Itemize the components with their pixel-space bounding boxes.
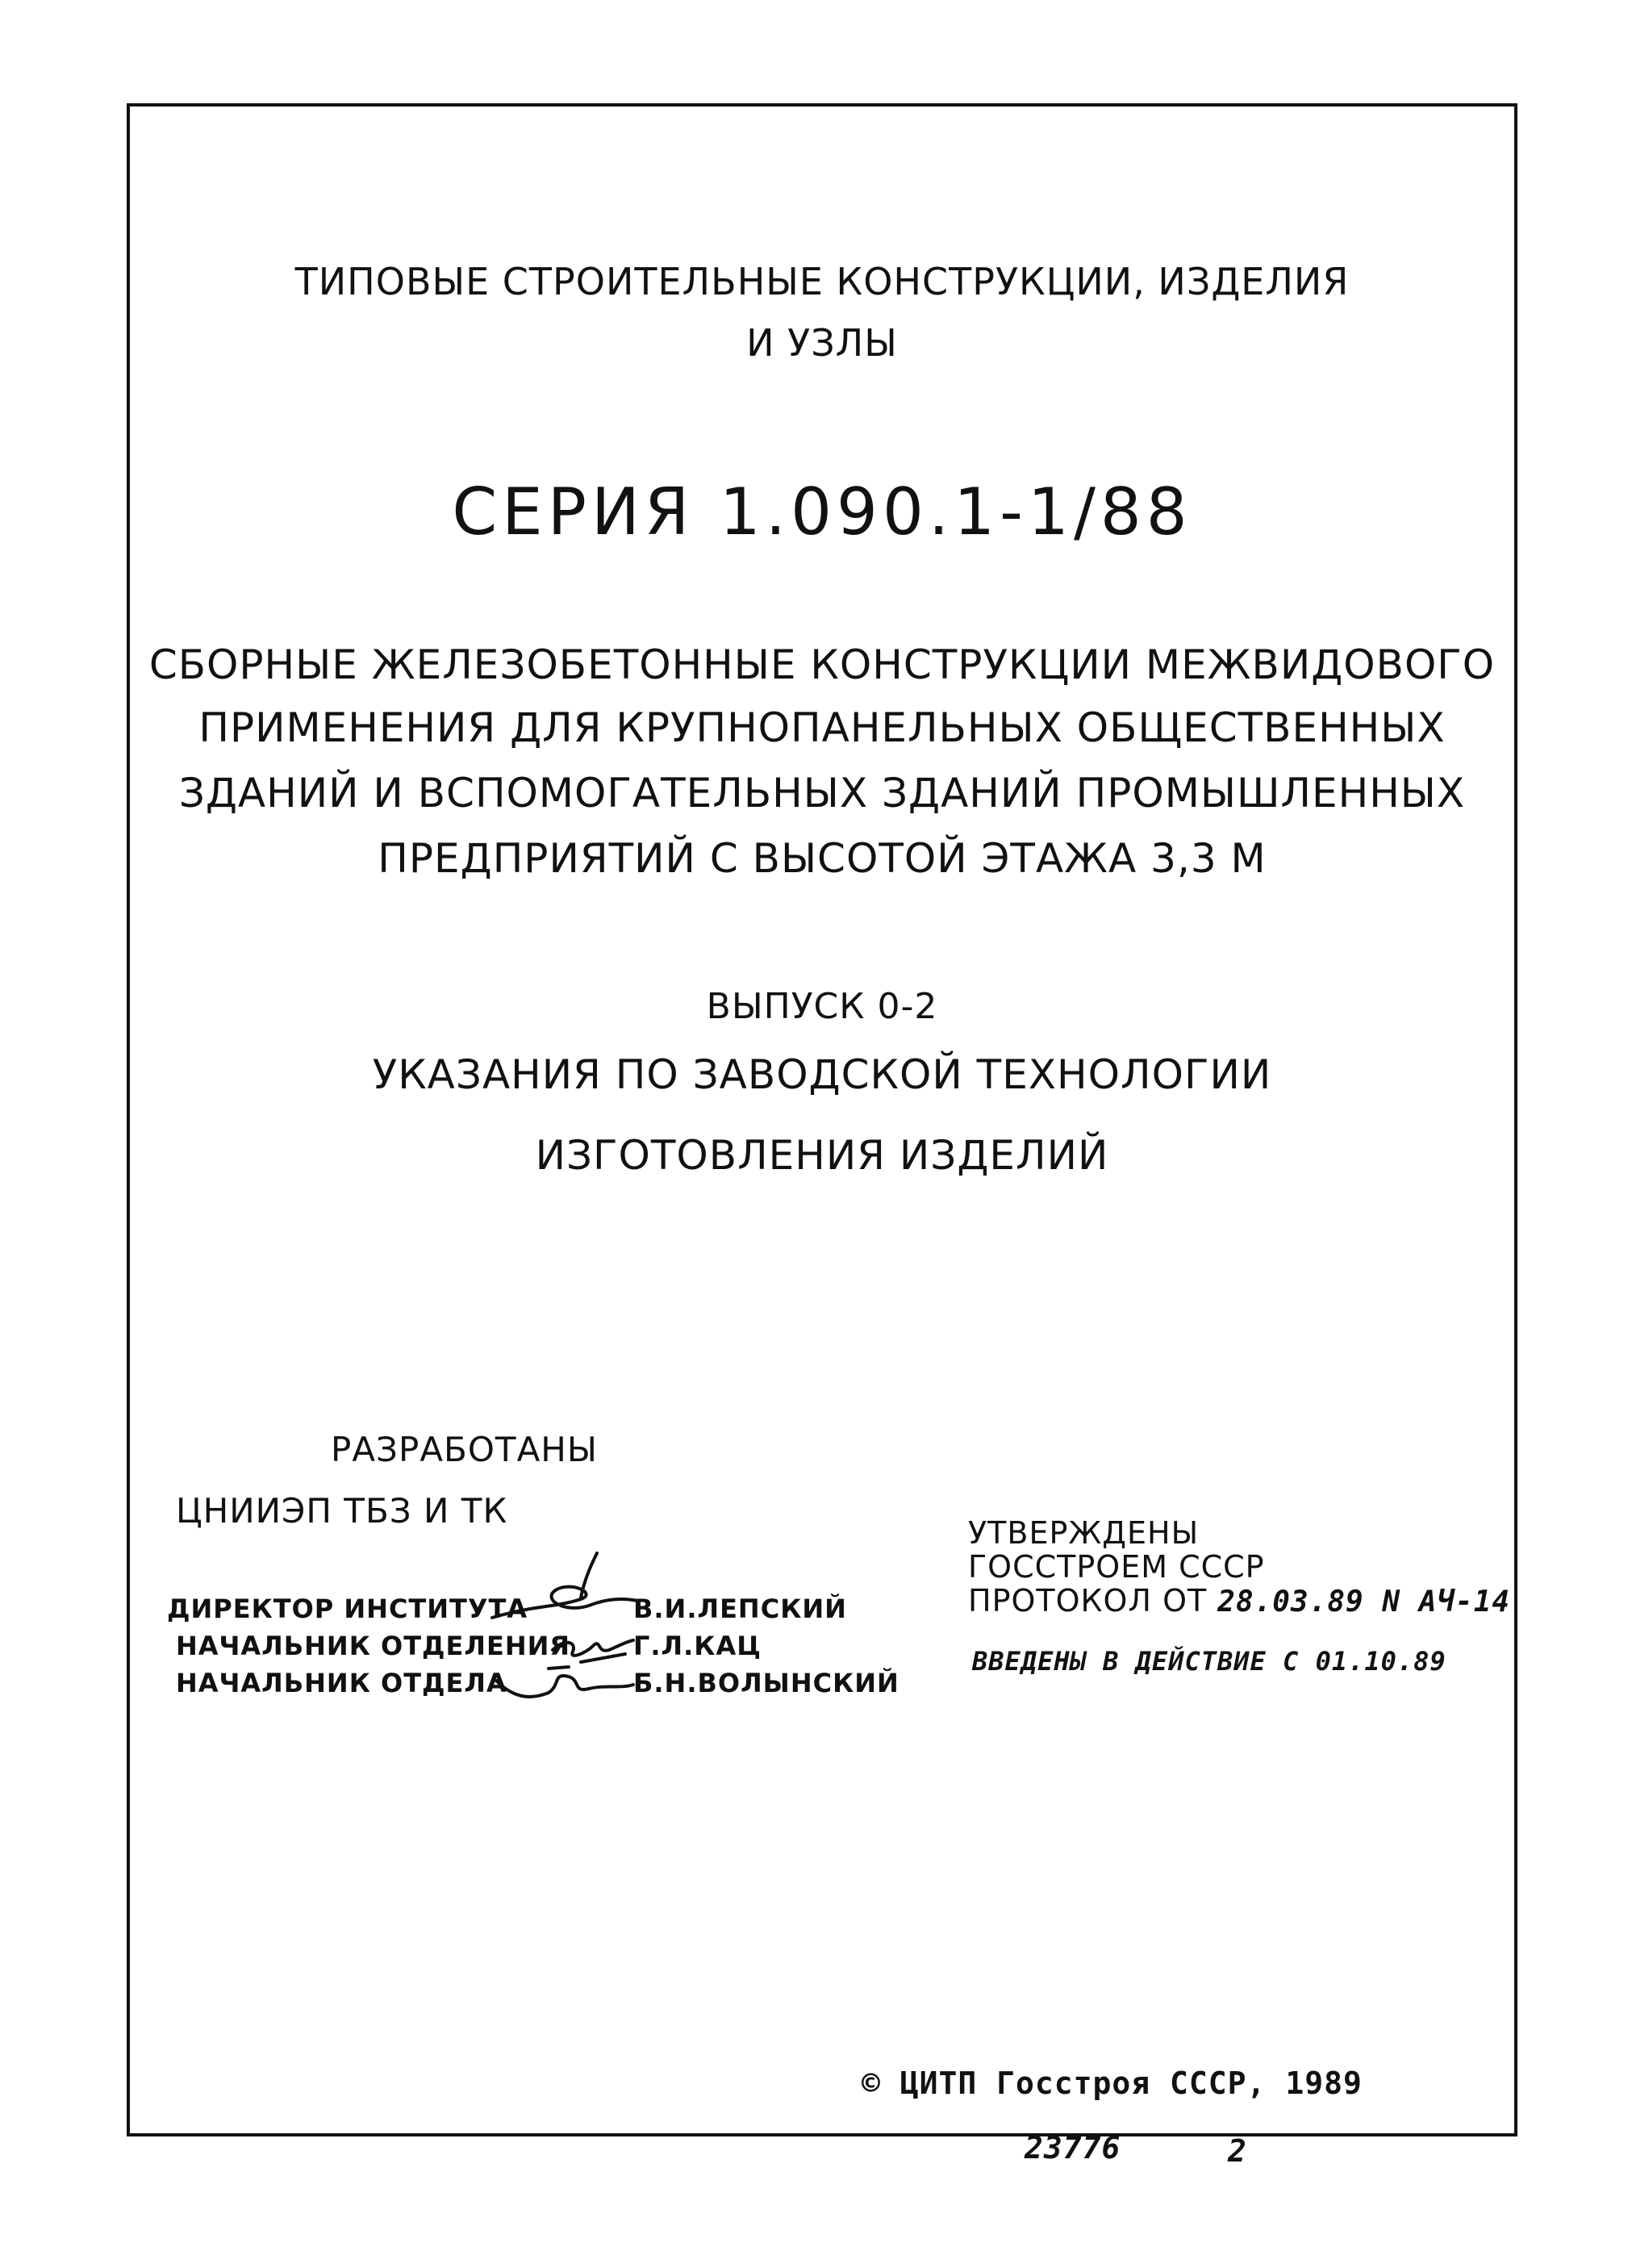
issue-title-line-1: УКАЗАНИЯ ПО ЗАВОДСКОЙ ТЕХНОЛОГИИ bbox=[372, 1051, 1272, 1098]
approved-protocol-prefix: ПРОТОКОЛ ОТ bbox=[968, 1583, 1208, 1619]
subject-line-4: ПРЕДПРИЯТИЙ С ВЫСОТОЙ ЭТАЖА 3,3 М bbox=[378, 835, 1267, 882]
approved-protocol-handwritten: 28.03.89 N АЧ-14 bbox=[1217, 1585, 1511, 1619]
signature-section-head bbox=[492, 1652, 637, 1712]
signer-dept-head-role: НАЧАЛЬНИК ОТДЕЛЕНИЯ bbox=[176, 1631, 571, 1661]
footer-number: 23776 bbox=[1025, 2130, 1121, 2166]
subject-line-1: СБОРНЫЕ ЖЕЛЕЗОБЕТОННЫЕ КОНСТРУКЦИИ МЕЖВИДОВОГО bbox=[148, 641, 1496, 688]
subject-line-2: ПРИМЕНЕНИЯ ДЛЯ КРУПНОПАНЕЛЬНЫХ ОБЩЕСТВЕННЫХ bbox=[198, 704, 1446, 751]
developed-label: РАЗРАБОТАНЫ bbox=[331, 1430, 598, 1469]
issue-number: ВЫПУСК 0-2 bbox=[706, 986, 938, 1027]
signer-director-role: ДИРЕКТОР ИНСТИТУТА bbox=[167, 1593, 528, 1624]
developed-org: ЦНИИЭП ТБЗ И ТК bbox=[176, 1491, 508, 1531]
effective-date: ВВЕДЕНЫ В ДЕЙСТВИЕ С 01.10.89 bbox=[972, 1646, 1446, 1677]
approved-protocol bbox=[968, 1583, 1510, 1619]
header-line-1: ТИПОВЫЕ СТРОИТЕЛЬНЫЕ КОНСТРУКЦИИ, ИЗДЕЛИЯ bbox=[294, 260, 1350, 303]
page-frame bbox=[127, 103, 1517, 2136]
approved-line-1: УТВЕРЖДЕНЫ bbox=[968, 1515, 1200, 1551]
approved-line-2: ГОССТРОЕМ СССР bbox=[968, 1549, 1265, 1585]
signer-section-head-name: Б.Н.ВОЛЫНСКИЙ bbox=[633, 1668, 899, 1698]
issue-title-line-2: ИЗГОТОВЛЕНИЯ ИЗДЕЛИЙ bbox=[535, 1132, 1109, 1179]
signer-section-head-role: НАЧАЛЬНИК ОТДЕЛА bbox=[176, 1668, 507, 1698]
copyright: © ЦИТП Госстроя СССР, 1989 bbox=[862, 2065, 1363, 2101]
series-title: СЕРИЯ 1.090.1-1/88 bbox=[452, 474, 1192, 549]
signer-dept-head-name: Г.Л.КАЦ bbox=[633, 1631, 762, 1661]
subject-line-3: ЗДАНИЙ И ВСПОМОГАТЕЛЬНЫХ ЗДАНИЙ ПРОМЫШЛЕННЫХ bbox=[178, 770, 1466, 817]
header-line-2: И УЗЛЫ bbox=[746, 321, 898, 365]
page-number: 2 bbox=[1228, 2133, 1247, 2169]
signer-director-name: В.И.ЛЕПСКИЙ bbox=[633, 1593, 847, 1624]
